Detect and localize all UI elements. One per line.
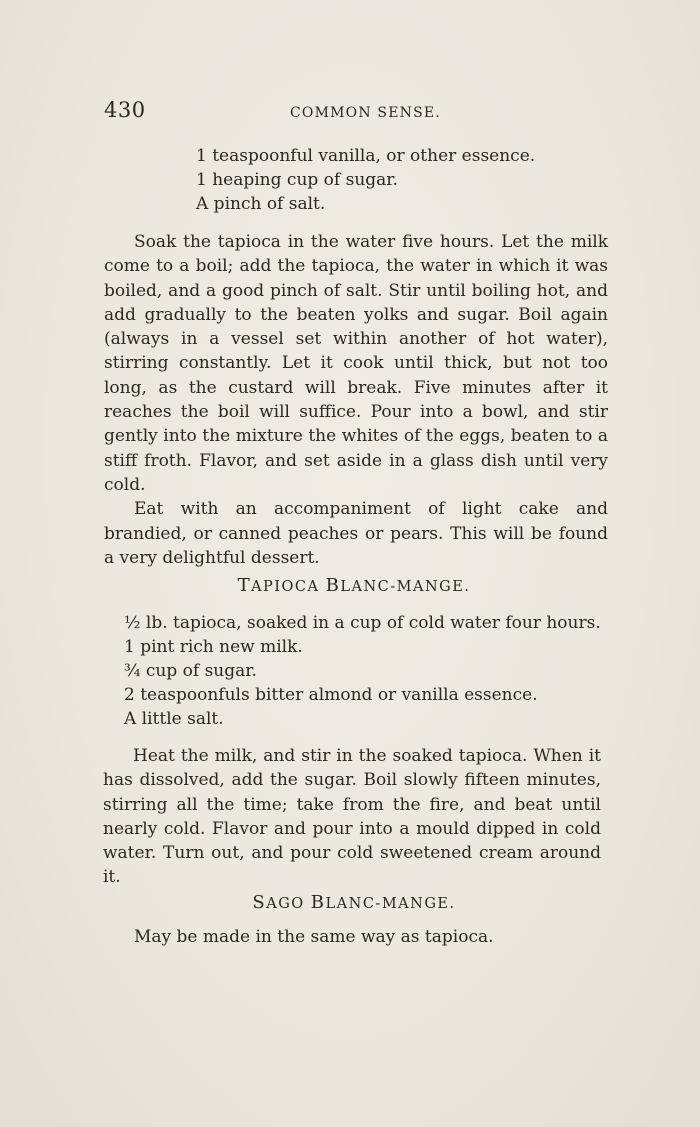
ingredient-line: 1 teaspoonful vanilla, or other essence. (196, 146, 536, 166)
ingredient-list-mid (124, 611, 604, 731)
ingredient-list-top (196, 144, 596, 216)
paragraph-text: Soak the tapioca in the water five hours. Let the milk come to a boil; add the tapioca, the water in which it was boiled, and a good pinch of salt. Stir until boiling hot, and add gradually to the beaten yolks and sugar. Boil again (always in a vessel set within another of hot water), stirring constantly. Let it cook until thick, but not too long, as the custard will break. Five minutes after it reaches the boil will suffice. Pour into a bowl, and stir gently into the mixture the whites of the eggs, beaten to a stiff froth. Flavor, and set aside in a glass dish until very cold. (104, 232, 608, 495)
section-heading-tapioca-blanc-mange: TAPIOCA BLANC-MANGE. (237, 575, 471, 596)
paragraph-text: Heat the milk, and stir in the soaked tapioca. When it has dissolved, add the sugar. Boil slowly fifteen minutes, stirring all the time; take from the fire, and beat until nearly cold. Flavor and pour into a mould dipped in cold water. Turn out, and pour cold sweetened cream around it. (103, 746, 601, 888)
ingredient-line: ¾ cup of sugar. (124, 661, 257, 681)
ingredient-line: 1 pint rich new milk. (124, 637, 303, 657)
paragraph-text: May be made in the same way as tapioca. (134, 927, 494, 947)
paragraph-text: Eat with an accompaniment of light cake and brandied, or canned peaches or pears. This will be found a very delightful dessert. (104, 499, 608, 568)
running-title: COMMON SENSE. (290, 105, 441, 121)
paragraph-method (104, 230, 608, 570)
page-header (104, 98, 604, 126)
paragraph-sago (104, 925, 608, 949)
ingredient-line: 1 heaping cup of sugar. (196, 170, 398, 190)
ingredient-line: A little salt. (124, 709, 224, 729)
ingredient-line: ½ lb. tapioca, soaked in a cup of cold water four hours. (124, 613, 601, 633)
section-heading-sago-blanc-mange: SAGO BLANC-MANGE. (252, 892, 456, 913)
page-number: 430 (104, 98, 146, 122)
ingredient-line: A pinch of salt. (196, 194, 326, 214)
paragraph-tapioca-method (103, 744, 601, 890)
ingredient-line: 2 teaspoonfuls bitter almond or vanilla essence. (124, 685, 538, 705)
